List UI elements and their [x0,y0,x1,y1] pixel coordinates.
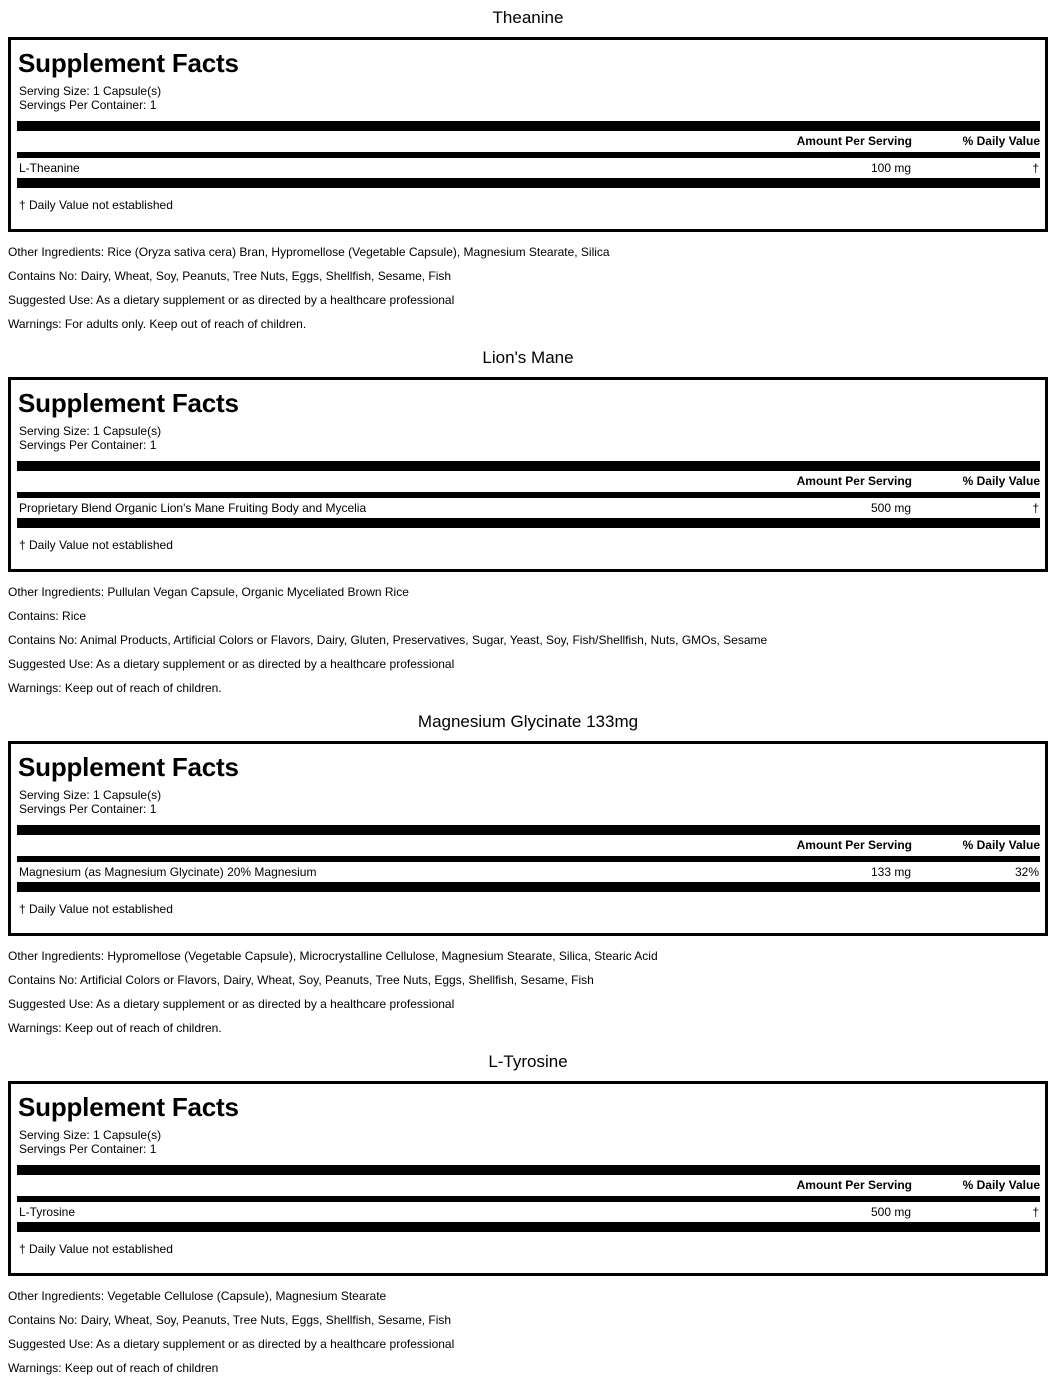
note-contains-no: Contains No: Animal Products, Artificial Colors or Flavors, Dairy, Gluten, Preservatives, Sugar, Yeast, Soy, Fish/Shellfish, Nuts, GMOs, Sesame [8,633,768,647]
servings-per-container: Servings Per Container: 1 [19,437,157,452]
table-header-row [17,471,1040,492]
table-row [17,1202,1040,1222]
rule-thick-top [17,121,1040,131]
ingredient-daily-value: † [1032,161,1039,175]
product-notes [0,1276,1056,1380]
rule-thick-bottom [17,882,1040,892]
rule-thick-bottom [17,518,1040,528]
note-suggested-use: Suggested Use: As a dietary supplement or as directed by a healthcare professional [8,293,455,307]
panel-heading: Supplement Facts [18,48,239,78]
panel-heading: Supplement Facts [18,752,239,782]
product-notes [0,572,1056,700]
rule-thick-top [17,461,1040,471]
ingredient-name: Proprietary Blend Organic Lion's Mane Fruiting Body and Mycelia [19,501,367,515]
table-header-row [17,1175,1040,1196]
product-block-theanine [0,0,1056,336]
panel-heading: Supplement Facts [18,388,239,418]
product-block-lions-mane [0,340,1056,700]
ingredient-amount: 133 mg [870,865,911,879]
servings-per-container: Servings Per Container: 1 [19,801,157,816]
note-warnings: Warnings: Keep out of reach of children [8,1361,219,1375]
product-block-l-tyrosine [0,1044,1056,1380]
panel-heading: Supplement Facts [18,1092,239,1122]
ingredient-amount: 500 mg [870,1205,911,1219]
product-notes [0,232,1056,336]
header-blank [17,1175,722,1196]
table-row [17,498,1040,518]
note-suggested-use: Suggested Use: As a dietary supplement or as directed by a healthcare professional [8,657,455,671]
nutrition-body [17,158,1040,178]
daily-value-footnote: † Daily Value not established [19,902,173,916]
ingredient-name: L-Tyrosine [19,1205,76,1219]
daily-value-footnote: † Daily Value not established [19,538,173,552]
servings-per-container: Servings Per Container: 1 [19,1141,157,1156]
ingredient-name: L-Theanine [19,161,80,175]
table-row [17,158,1040,178]
serving-size: Serving Size: 1 Capsule(s) [19,84,162,98]
header-amount-per-serving: Amount Per Serving [796,1178,912,1192]
note-contains-no: Contains No: Artificial Colors or Flavors, Dairy, Wheat, Soy, Peanuts, Tree Nuts, Eggs, Shellfish, Sesame, Fish [8,973,594,987]
table-header-row [17,835,1040,856]
note-other-ingredients: Other Ingredients: Rice (Oryza sativa cera) Bran, Hypromellose (Vegetable Capsule), Magnesium Stearate, Silica [8,245,610,259]
header-blank [17,131,722,152]
ingredient-name: Magnesium (as Magnesium Glycinate) 20% Magnesium [19,865,317,879]
product-notes [0,936,1056,1040]
header-amount-per-serving: Amount Per Serving [796,838,912,852]
nutrition-body [17,862,1040,882]
note-warnings: Warnings: Keep out of reach of children. [8,681,222,695]
note-contains: Contains: Rice [8,609,87,623]
serving-size: Serving Size: 1 Capsule(s) [19,424,162,438]
product-title: Theanine [492,8,564,27]
header-amount-per-serving: Amount Per Serving [796,474,912,488]
product-block-magnesium-glycinate [0,704,1056,1040]
nutrition-table [17,131,1040,152]
serving-info [17,1129,1040,1156]
note-suggested-use: Suggested Use: As a dietary supplement or as directed by a healthcare professional [8,1337,455,1351]
note-contains-no: Contains No: Dairy, Wheat, Soy, Peanuts, Tree Nuts, Eggs, Shellfish, Sesame, Fish [8,1313,452,1327]
note-contains-no: Contains No: Dairy, Wheat, Soy, Peanuts, Tree Nuts, Eggs, Shellfish, Sesame, Fish [8,269,452,283]
nutrition-body [17,498,1040,518]
serving-info [17,789,1040,816]
note-other-ingredients: Other Ingredients: Vegetable Cellulose (Capsule), Magnesium Stearate [8,1289,387,1303]
rule-thick-top [17,825,1040,835]
nutrition-table [17,1175,1040,1196]
supplement-facts-panel [8,1081,1048,1276]
header-percent-daily-value: % Daily Value [962,474,1040,488]
servings-per-container: Servings Per Container: 1 [19,97,157,112]
supplement-facts-panel [8,377,1048,572]
header-blank [17,471,722,492]
table-row [17,862,1040,882]
supplement-facts-panel [8,37,1048,232]
serving-size: Serving Size: 1 Capsule(s) [19,1128,162,1142]
rule-thick-top [17,1165,1040,1175]
serving-info [17,425,1040,452]
header-percent-daily-value: % Daily Value [962,134,1040,148]
header-blank [17,835,722,856]
ingredient-daily-value: 32% [1014,865,1039,879]
nutrition-body [17,1202,1040,1222]
note-other-ingredients: Other Ingredients: Pullulan Vegan Capsule, Organic Myceliated Brown Rice [8,585,409,599]
serving-size: Serving Size: 1 Capsule(s) [19,788,162,802]
daily-value-footnote: † Daily Value not established [19,1242,173,1256]
daily-value-footnote: † Daily Value not established [19,198,173,212]
product-title: L-Tyrosine [488,1052,568,1071]
nutrition-table [17,835,1040,856]
header-percent-daily-value: % Daily Value [962,838,1040,852]
rule-thick-bottom [17,1222,1040,1232]
ingredient-amount: 500 mg [870,501,911,515]
note-warnings: Warnings: For adults only. Keep out of reach of children. [8,317,307,331]
header-percent-daily-value: % Daily Value [962,1178,1040,1192]
ingredient-daily-value: † [1032,501,1039,515]
header-amount-per-serving: Amount Per Serving [796,134,912,148]
supplement-facts-panel [8,741,1048,936]
rule-thick-bottom [17,178,1040,188]
note-warnings: Warnings: Keep out of reach of children. [8,1021,222,1035]
note-other-ingredients: Other Ingredients: Hypromellose (Vegetable Capsule), Microcrystalline Cellulose, Magnesium Stearate, Silica, Stearic Acid [8,949,658,963]
serving-info [17,85,1040,112]
product-title: Magnesium Glycinate 133mg [417,712,639,731]
nutrition-table [17,471,1040,492]
ingredient-daily-value: † [1032,1205,1039,1219]
table-header-row [17,131,1040,152]
ingredient-amount: 100 mg [870,161,911,175]
product-title: Lion's Mane [482,348,574,367]
note-suggested-use: Suggested Use: As a dietary supplement or as directed by a healthcare professional [8,997,455,1011]
